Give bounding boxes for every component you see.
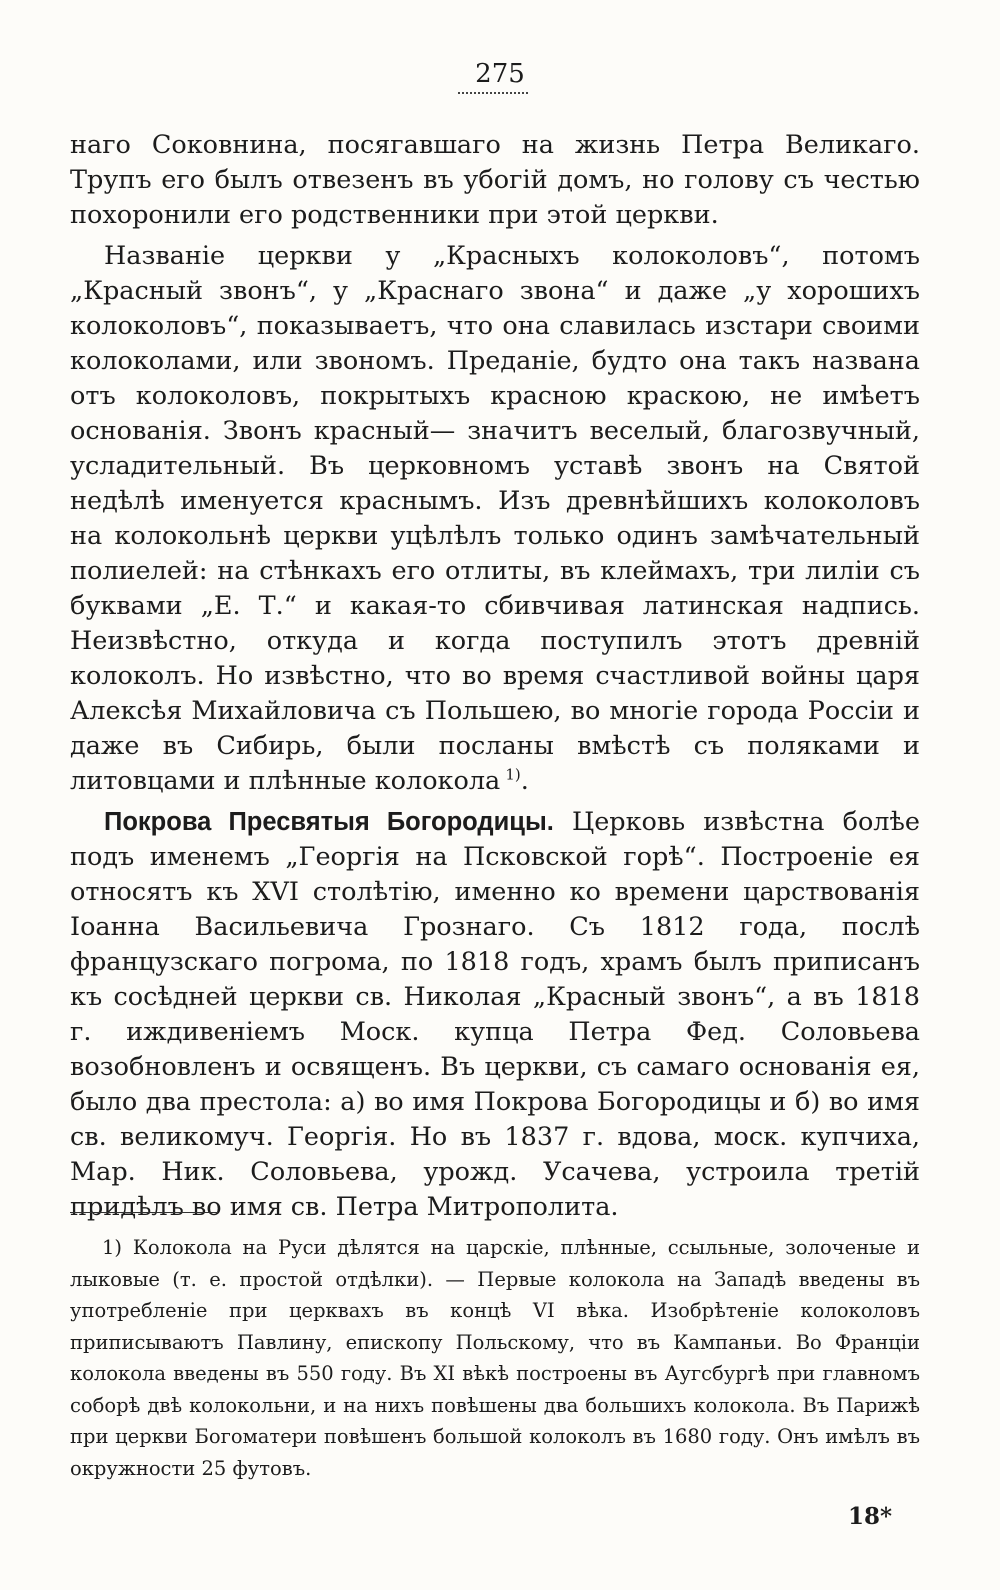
paragraph-pokrov-church <box>70 805 920 1225</box>
paragraph-tail: . <box>520 766 529 796</box>
footnote: 1) Колокола на Руси дѣлятся на царскіе, плѣнные, ссыльные, золоченые и лыковые (т. е. простой отдѣлки). — Первые колокола на Западѣ введены въ употребленіе при церквахъ въ концѣ VI вѣка. Изобрѣтеніе колоколовъ приписываютъ Павлину, епископу Польскому, что въ Кампаньи. Во Франціи колокола введены въ 550 году. Въ XI вѣкѣ построены въ Аугсбургѣ при главномъ соборѣ двѣ колокольни, и на нихъ повѣшены два большихъ колокола. Въ Парижѣ при церкви Богоматери повѣшенъ большой колоколъ въ 1680 году. Онъ имѣлъ въ окружности 25 футовъ. <box>70 1236 920 1480</box>
paragraph-church-name <box>70 239 920 799</box>
paragraph-continuation <box>70 128 920 233</box>
printer-signature-mark: 18* <box>847 1503 892 1530</box>
page-number-underline <box>458 92 528 94</box>
footnote-reference: 1) <box>505 765 521 784</box>
paragraph-text: Церковь извѣстна болѣе подъ именемъ „Георгія на Псковской горѣ“. Построеніе ея относятъ къ XVI столѣтію, именно ко времени царствованія Іоанна Васильевича Грознаго. Съ 1812 года, послѣ французскаго погрома, по 1818 годъ, храмъ былъ приписанъ къ сосѣдней церкви св. Николая „Красный звонъ“, а въ 1818 г. иждивеніемъ Моск. купца Петра Фед. Соловьева возобновленъ и освященъ. Въ церкви, съ самаго основанія ея, было два престола: а) во имя Покрова Богородицы и б) во имя св. великомуч. Георгія. Но въ 1837 г. вдова, моск. купчиха, Мар. Ник. Соловьева, урожд. Усачева, устроила третій придѣлъ во имя св. Петра Митрополита. <box>70 807 920 1222</box>
page-number: 275 <box>475 59 525 89</box>
footnote-separator <box>70 1212 218 1213</box>
paragraph-text: наго Соковнина, посягавшаго на жизнь Петра Великаго. Трупъ его былъ отвезенъ въ убогій домъ, но голову съ честью похоронили его родственники при этой церкви. <box>70 130 920 230</box>
section-heading: Покрова Пресвятыя Богородицы. <box>104 808 554 836</box>
main-text <box>70 128 920 1225</box>
paragraph-text: Названіе церкви у „Красныхъ колоколовъ“, потомъ „Красный звонъ“, у „Краснаго звона“ и даже „у хорошихъ колоколовъ“, показываетъ, что она славилась изстари своими колоколами, или звономъ. Преданіе, будто она такъ названа отъ колоколовъ, покрытыхъ красною краскою, не имѣетъ основанія. Звонъ красный— значитъ веселый, благозвучный, усладительный. Въ церковномъ уставѣ звонъ на Святой недѣлѣ именуется краснымъ. Изъ древнѣйшихъ колоколовъ на колокольнѣ церкви уцѣлѣлъ только одинъ замѣчательный полиелей: на стѣнкахъ его отлиты, въ клеймахъ, три лиліи съ буквами „Е. Т.“ и какая-то сбивчивая латинская надпись. Неизвѣстно, откуда и когда поступилъ этотъ древній колоколъ. Но извѣстно, что во время счастливой войны царя Алексѣя Михайловича съ Польшею, во многіе города Россіи и даже въ Сибирь, были посланы вмѣстѣ съ поляками и литовцами и плѣнные колокола <box>70 241 920 796</box>
